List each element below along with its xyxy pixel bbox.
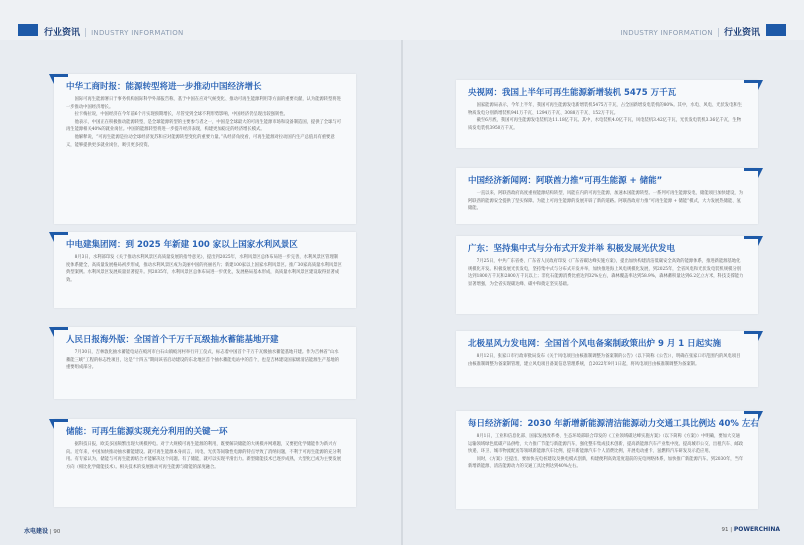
article-body	[66, 96, 342, 149]
article-title: 广东：坚持集中式与分布式开发并举 积极发展光伏发电	[468, 244, 675, 254]
article-paragraph: 一直以来，阿联酋政府高度重视能源结构转型，风能在内的可再生能源，加速本国能源转型。一系列可再生能源发电、储能项目加快建设，为阿联酋的能源安全提供了坚实保障。为能上可再生能源的发展开辟了新的道路。阿联酋政府力推“可再生能源 + 储能”模式，大力发展热储能、氢储能。	[468, 191, 743, 212]
header-cn-label: 行业资讯	[44, 28, 81, 38]
article-card	[54, 232, 356, 308]
article-body	[66, 349, 342, 372]
article-paragraph: 8月3日，水利部印发《关于推动水利风景区高质量发展的指导意见》，提出到2025年，水利风景区总体布局进一步完善，水利风景区管理制度体系健全，高质量发展格局初步形成，推动水利风景区成为美丽中国的亮丽名片；新建100家以上国家水利风景区。推广30家高质量水利风景区典型案例。水利风景区发展质量显著提升。到2035年，水利风景区总体布局进一步优化，发展格局基本形成，高质量水利风景区建设取得显著成效。	[66, 255, 342, 283]
left-header	[0, 0, 402, 40]
page-spine	[401, 0, 403, 545]
article-body	[468, 353, 744, 368]
article-title: 中国经济新闻网：阿联酋力推“可再生能源 + 储能”	[468, 176, 663, 186]
article-paragraph: 据科技日报，欧美多国频繁出现大规模停电。对于大规模可再生能源的利用，既要解决储能的大规模并网难题，又要把化学储能作为新兴方向。近年来，中国加快推动抽水蓄能建设。就可再生能源本身而言，风电、光伏等间歇性电源的特点导致了消纳问题，不利于可再生能源的充分利用。有专家认为，储能与可再生能源结合才能解决这个问题。有了储能，就可以实现平滑出力。新型储能技术已逐步成熟，大型化已成为主要发展方向（相比化学储能技术）。相关技术的发展推动可再生能源与储能的深度融合。	[66, 442, 341, 470]
article-paragraph: 8月12日，张家口市行政审批局发布《关于风电项目由核准制调整为备案制的公告》（以下简称《公告》），明确在张家口市范围内的风电项目由核准制调整为备案制管理，建立风电项目备案信息管理系统，自2022年9月1日起，将风电项目由核准制调整为备案制。	[468, 354, 741, 367]
article-paragraph: 国家能源局表示，今年上半年，我国可再生能源发电新增装机5475万千瓦，占全国新增发电装机的80%。其中，水电、风电、光伏发电和生物质发电分别新增装机941万千瓦、1294万千瓦、3088万千瓦、152万千瓦。	[468, 103, 742, 116]
header-cn-label: 行业资讯	[723, 28, 760, 38]
article-body	[468, 190, 744, 213]
article-paragraph: 国际可再生能源署日于事务机构国际科学外部报告称，基于中国在应对气候变化、推动可再生能源利用等方面的重要贡献，认为能源转型将进一步推动中国经济增长。	[66, 97, 341, 110]
article-paragraph: 他表示，中国正在积极推动能源转型，是全球能源转型的主要参与者之一，中国是全球最大的可再生能源市场和设备制造国，提供了全球与可再生能源相关40%的就业岗位。中国的能源转型将进一步提升经济表现，构建更加稳定的经济增长模式。	[66, 119, 341, 133]
header-en-label: INDUSTRY INFORMATION	[91, 29, 184, 37]
article-paragraph: 8月1日，工业和信息化部、国家发展改革委、生态环境部联合印发的《工业领域碳达峰实施方案》（以下简称《方案》）中明确，要加大交通运输领域绿色低碳产品供给，大力推广节能与新能源汽车，强化整车集成技术创新，提高新能源汽车产业集中度。提高城市公交、出租汽车、邮政快递、环卫、城市物流配送等领域新能源汽车比例，提升新能源汽车个人消费比例，开展电动重卡、氢燃料汽车研发及示范应用。	[468, 434, 743, 455]
article-card	[456, 331, 758, 387]
footer-brand: 水电建设	[24, 528, 49, 535]
article-title: 央视网：我国上半年可再生能源新增装机 5475 万千瓦	[468, 88, 677, 98]
article-body	[468, 102, 744, 132]
article-paragraph: 拉卡梅拉说，中国经济在今年前6个月实现预期增长，尽管受到全球不利形势影响，中国经济仍呈现出较强韧性。	[74, 112, 288, 118]
footer-brand: POWERCHINA	[733, 526, 780, 533]
article-card	[456, 411, 758, 509]
article-card	[54, 327, 356, 399]
article-body	[66, 254, 342, 284]
right-footer	[721, 526, 780, 533]
article-paragraph: 截至6月底，我国可再生能源发电装机达11.18亿千瓦。其中，水电装机4.0亿千瓦，风电装机3.42亿千瓦，光伏发电装机3.36亿千瓦，生物质发电装机3950万千瓦。	[468, 118, 742, 131]
header-accent-bar	[18, 24, 38, 36]
article-title: 储能：可再生能源实现充分利用的关键一环	[66, 427, 228, 437]
article-paragraph: 7月25日，中共广东省委、广东省人民政府印发《广东省碳达峰实施方案》，提出加快构建清洁低碳安全高效的能源体系，推进新能源基地化规模化开发。积极发展光伏发电，坚持集中式与分布式开发并举，加快推进海上风电规模化发展，到2025年，全省风电和光伏发电装机规模分别达到1800万千瓦和2800万千瓦以上；非化石能源消费比重达到32%左右，森林覆盖率达到58.9%，森林蓄积量达到6.2亿立方米，科技支撑能力显著增强，为全省实现碳达峰、碳中和奠定坚实基础。	[468, 259, 744, 287]
article-title: 中华工商时报：能源转型将进一步推动中国经济增长	[66, 82, 262, 92]
article-body	[468, 433, 744, 471]
page-number: | 90	[49, 529, 61, 535]
article-card	[54, 419, 356, 507]
article-title: 北极星风力发电网：全国首个风电备案制政策出炉 9 月 1 日起实施	[468, 339, 722, 349]
article-paragraph: 7月30日，吉林敦化抽水蓄能电站在蛟河市白石山镇蛟河村举行开工仪式，标志着中国首个千万千瓦级抽水蓄能基地开建。作为吉林省“山水蓄能三峡”工程的标志性项目，这是“十四五”期间该省启动建设的东北地区首个抽水蓄能电站中的首个，也是吉林建设国家级清洁能源生产基地的重要组成部分。	[66, 350, 339, 371]
article-card	[456, 80, 758, 148]
article-title: 每日经济新闻：2030 年新增新能源清洁能源动力交通工具比例达 40% 左右	[468, 419, 759, 429]
article-card	[54, 74, 356, 224]
article-card	[456, 168, 758, 224]
header-en-label: INDUSTRY INFORMATION	[620, 29, 713, 37]
article-card	[456, 236, 758, 314]
article-paragraph: 同时，《方案》还提出，要加快充电桩建设及换电模式创新，构建便利高效适度超前的充电网络体系，加快推广新能源汽车。到2030年，当年新增新能源、清洁能源动力的交通工具比例达到40%左右。	[468, 456, 744, 470]
header-accent-bar	[766, 24, 786, 36]
left-header-title: 行业资讯 | INDUSTRY INFORMATION	[44, 28, 184, 38]
page-number: 91 |	[721, 527, 733, 533]
article-paragraph: 他解释说，“可再生能源是拉动全球经济复苏和应对能源转型变化的重要力量。”从经济角度看，可再生能源对拉动国内生产总值具有重要意义，能够提供更多就业岗位，吸引更多投资。	[66, 134, 335, 148]
article-body	[468, 258, 744, 288]
article-title: 人民日报海外版：全国首个千万千瓦级抽水蓄能基地开建	[66, 335, 279, 345]
left-footer	[24, 526, 60, 535]
right-header-title: INDUSTRY INFORMATION | 行业资讯	[620, 28, 760, 38]
right-header	[402, 0, 804, 40]
article-body	[66, 441, 342, 471]
article-title: 中电建集团网：到 2025 年新建 100 家以上国家水利风景区	[66, 240, 298, 250]
